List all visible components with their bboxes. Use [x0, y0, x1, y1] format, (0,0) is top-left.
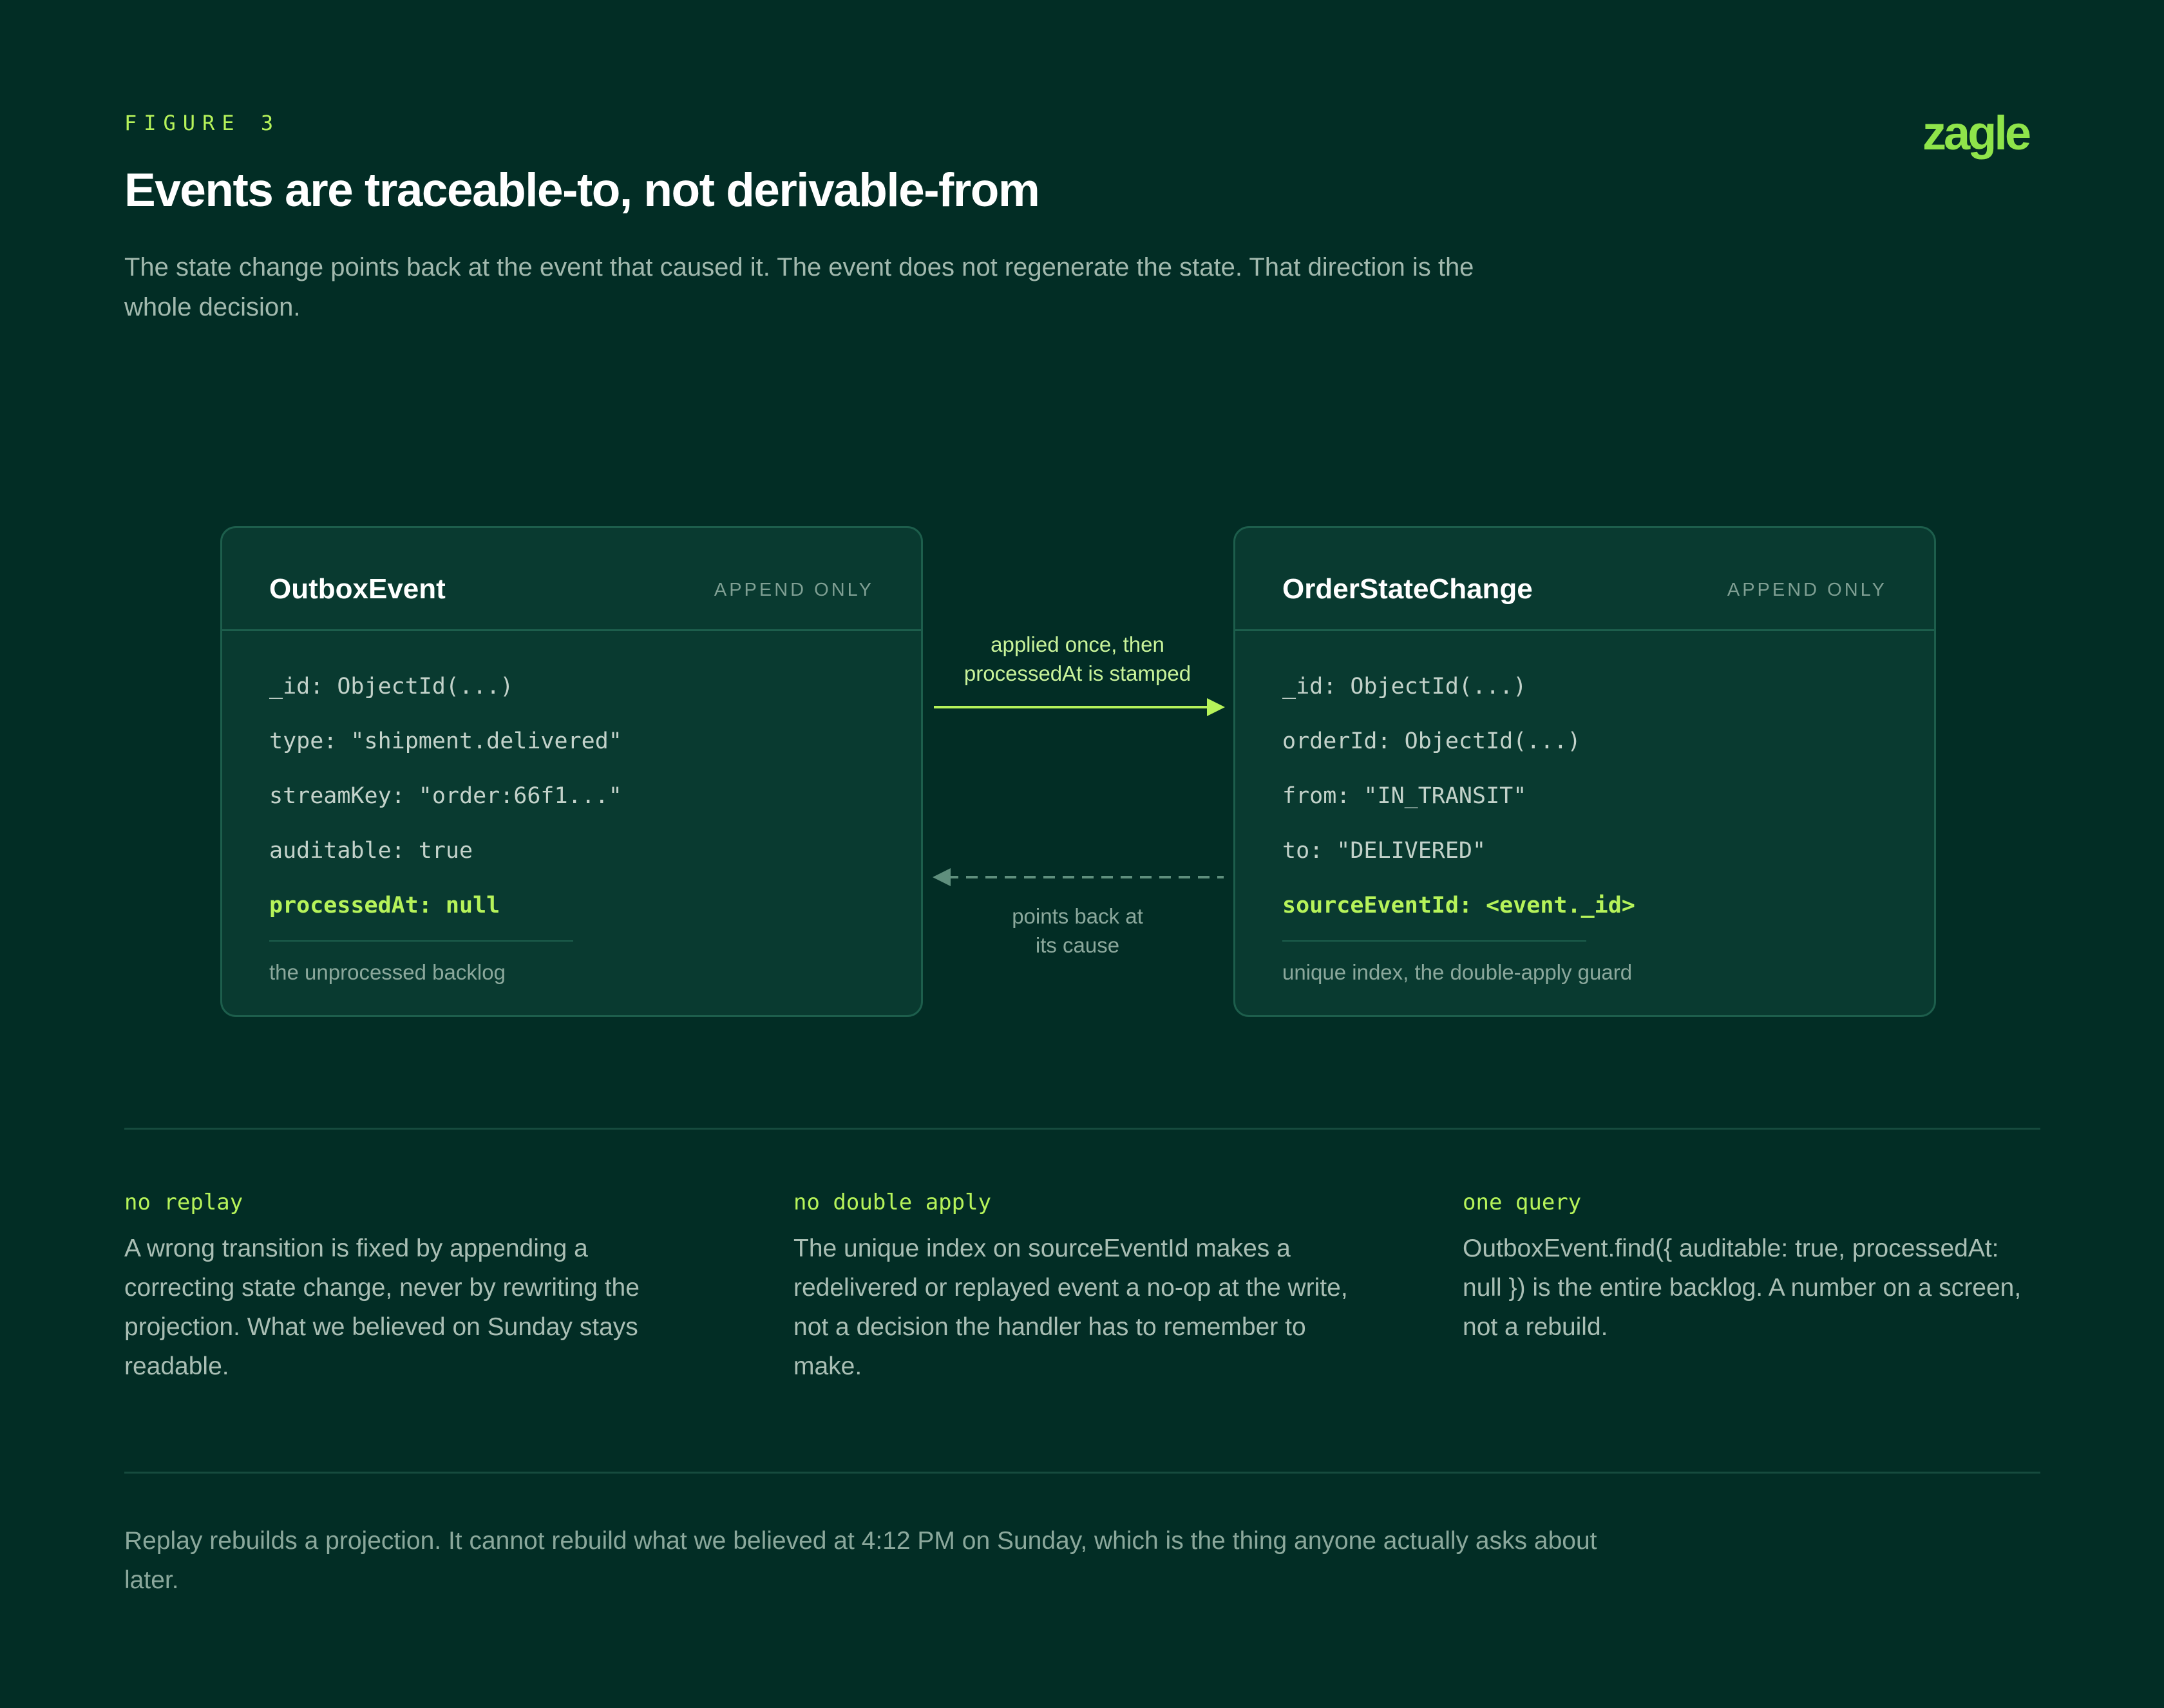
forward-arrow-label-line-1: applied once, then [991, 632, 1164, 656]
outbox-event-card [220, 526, 923, 1017]
note-body-no-replay: A wrong transition is fixed by appending a correcting state change, never by rewriting the projection. What we believed on Sunday stays readable. [124, 1235, 640, 1380]
field-stream-key: streamKey: "order:66f1..." [269, 783, 622, 809]
arrows-diagram [927, 683, 1230, 895]
field-auditable: auditable: true [269, 838, 473, 864]
note-body-one-query: OutboxEvent.find({ auditable: true, processedAt: null }) is the entire backlog. A number on a screen, not a rebuild. [1463, 1235, 2022, 1341]
card-footnote: the unprocessed backlog [269, 960, 506, 984]
section-divider [124, 1128, 2040, 1130]
back-arrow [933, 868, 1224, 886]
forward-arrow-label-line-2: processedAt is stamped [963, 661, 1191, 685]
card-footnote: unique index, the double-apply guard [1282, 960, 1633, 984]
field-to: to: "DELIVERED" [1282, 838, 1486, 864]
back-arrow-label [929, 902, 1226, 960]
back-arrow-label-line-2: its cause [1035, 933, 1120, 957]
card-footer-rule [269, 940, 573, 942]
note-heading-no-double-apply: no double apply [793, 1190, 992, 1215]
figure-label: FIGURE 3 [124, 111, 281, 135]
brand-logo [1922, 109, 2044, 169]
field-processed-at: processedAt: null [269, 893, 500, 918]
footer-divider [124, 1472, 2040, 1474]
page-title: Events are traceable-to, not derivable-from [124, 164, 1039, 216]
card-footer-rule [1282, 940, 1586, 942]
brand-wordmark: zagle [1922, 109, 2029, 160]
field-type: type: "shipment.delivered" [269, 728, 622, 754]
note-heading-no-replay: no replay [124, 1190, 243, 1215]
order-state-change-card [1233, 526, 1936, 1017]
page-subtitle: The state change points back at the event that caused it. The event does not regenerate the state. That direction is the whole decision. [124, 253, 1474, 321]
card-title: OrderStateChange [1282, 573, 1533, 605]
field-id: _id: ObjectId(...) [1282, 674, 1527, 699]
card-divider [1235, 629, 1934, 631]
field-id: _id: ObjectId(...) [269, 674, 514, 699]
field-order-id: orderId: ObjectId(...) [1282, 728, 1581, 754]
forward-arrow-label [929, 630, 1226, 688]
card-divider [222, 629, 921, 631]
field-source-event-id: sourceEventId: <event._id> [1282, 893, 1635, 918]
append-only-badge: APPEND ONLY [714, 580, 874, 600]
note-body-no-double-apply: The unique index on sourceEventId makes a redelivered or replayed event a no-op at the write, not a decision the handler has to remember to make. [793, 1235, 1348, 1380]
card-title: OutboxEvent [269, 573, 446, 605]
footer-caption: Replay rebuilds a projection. It cannot rebuild what we believed at 4:12 PM on Sunday, which is the thing anyone actually asks about later. [124, 1527, 1597, 1594]
back-arrow-label-line-1: points back at [1012, 904, 1143, 928]
field-from: from: "IN_TRANSIT" [1282, 783, 1527, 809]
append-only-badge: APPEND ONLY [1727, 580, 1887, 600]
forward-arrow [934, 698, 1225, 716]
note-heading-one-query: one query [1463, 1190, 1582, 1215]
